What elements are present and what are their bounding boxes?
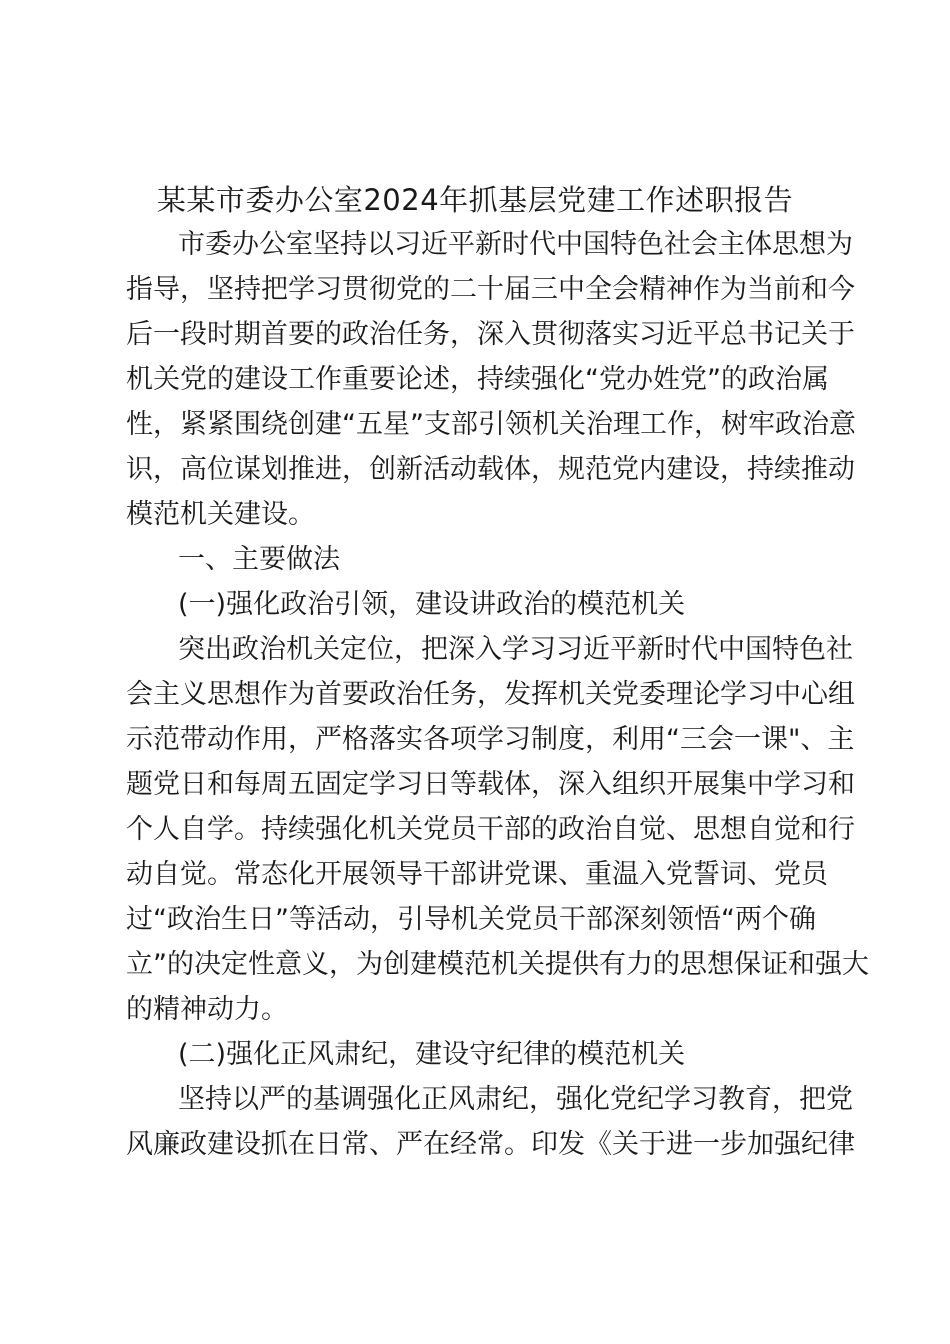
document-title: 某某市委办公室2024年抓基层党建工作述职报告 [156,183,794,217]
paragraph-line: 过“政治生日”等活动，引导机关党员干部深刻领悟“两个确 [126,904,816,935]
paragraph-line: 识，高位谋划推进，创新活动载体，规范党内建设，持续推动 [126,454,855,485]
paragraph-line: 突出政治机关定位，把深入学习习近平新时代中国特色社 [178,634,853,665]
paragraph-line: 的精神动力。 [126,994,288,1025]
paragraph-line: 模范机关建设。 [126,499,315,530]
paragraph-line: 示范带动作用，严格落实各项学习制度，利用“三会一课"、主 [126,724,855,755]
subsection-heading: (一)强化政治引领，建设讲政治的模范机关 [178,589,686,620]
paragraph-line: 机关党的建设工作重要论述，持续强化“党办姓党”的政治属 [126,364,829,395]
paragraph-line: 市委办公室坚持以习近平新时代中国特色社会主体思想为 [178,229,853,260]
paragraph-line: 后一段时期首要的政治任务，深入贯彻落实习近平总书记关于 [126,319,855,350]
paragraph-line: 个人自学。持续强化机关党员干部的政治自觉、思想自觉和行 [126,814,855,845]
paragraph-line: 风廉政建设抓在日常、严在经常。印发《关于进一步加强纪律 [126,1129,855,1160]
subsection-heading: (二)强化正风肃纪，建设守纪律的模范机关 [178,1039,686,1070]
paragraph-line: 题党日和每周五固定学习日等载体，深入组织开展集中学习和 [126,769,855,800]
paragraph-line: 立”的决定性意义，为创建模范机关提供有力的思想保证和强大 [126,949,869,980]
paragraph-line: 坚持以严的基调强化正风肃纪，强化党纪学习教育，把党 [178,1084,853,1115]
section-heading: 一、主要做法 [178,544,340,575]
paragraph-line: 性，紧紧围绕创建“五星”支部引领机关治理工作，树牢政治意 [126,409,856,440]
paragraph-line: 会主义思想作为首要政治任务，发挥机关党委理论学习中心组 [126,679,855,710]
paragraph-line: 指导，坚持把学习贯彻党的二十届三中全会精神作为当前和今 [126,274,855,305]
paragraph-line: 动自觉。常态化开展领导干部讲党课、重温入党誓词、党员 [126,859,828,890]
